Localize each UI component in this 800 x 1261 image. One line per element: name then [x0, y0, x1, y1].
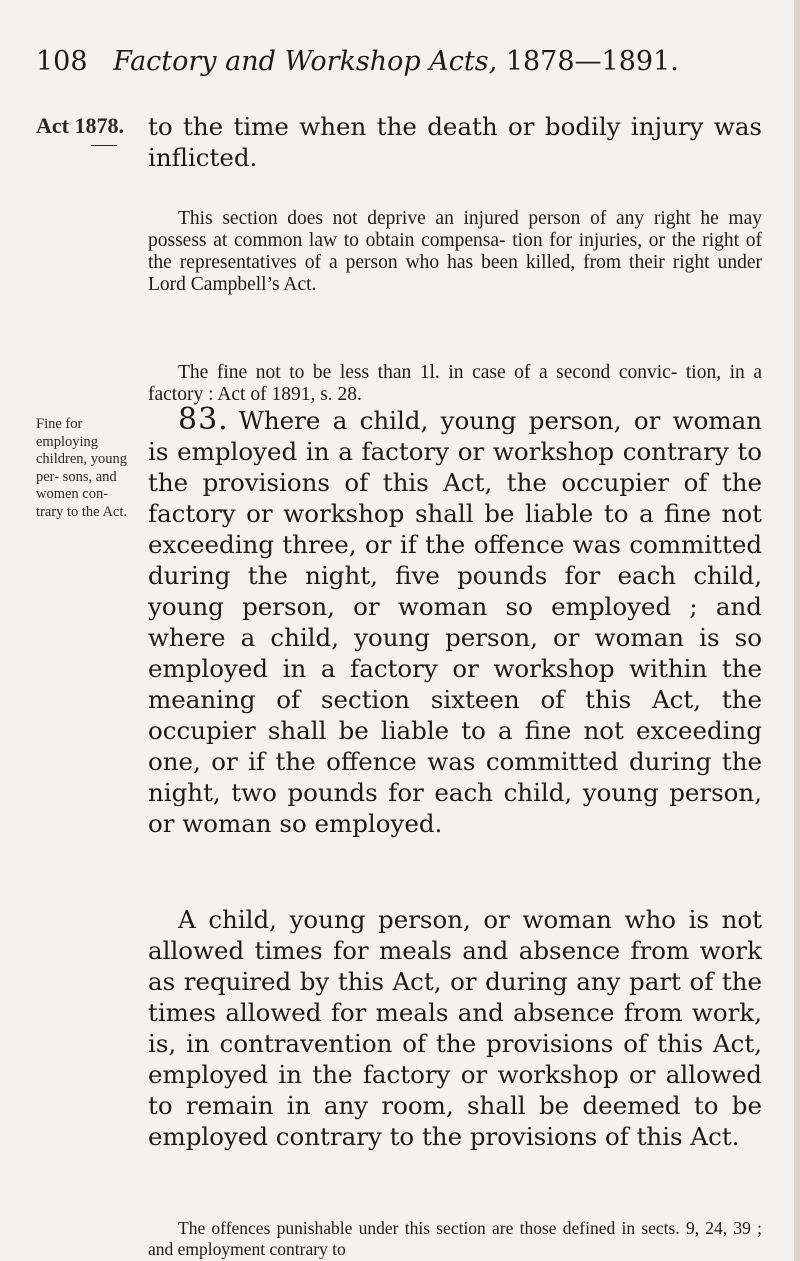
annotation-note-1: This section does not deprive an injured person of any right he may possess at common law to obtain compensa- tion for injuries, or the right of the representatives of a person who has been killed, from their right under Lord Campbell’s Act. — [148, 208, 762, 295]
running-title-years: 1878—1891. — [505, 46, 679, 77]
margin-section-note: Fine for employing children, young per- sons, and women con- trary to the Act. — [36, 416, 128, 520]
margin-act-text: Act 1878. — [36, 113, 124, 138]
page-header — [36, 46, 756, 86]
section-83-text: Where a child, young person, or woman is employed in a factory or workshop contrary to the provisions of this Act, the occupier of the factory or workshop shall be liable to a fine not exceeding three, or if the offence was committed during the night, five pounds for each child, young person, or woman so employed ; and where a child, young person, or woman is so employed in a factory or workshop within the meaning of section sixteen of this Act, the occupier shall be liable to a fine not exceeding one, or if the offence was committed during the night, two pounds for each child, young person, or woman so employed. — [148, 406, 762, 838]
section-83 — [148, 404, 762, 839]
annotation-note-3: The offences punishable under this section are those defined in sects. 9, 24, 39 ; and employment contrary to — [148, 1218, 762, 1259]
running-title-text: Factory and Workshop Acts, — [113, 46, 498, 77]
section-83-paragraph-2: A child, young person, or woman who is not allowed times for meals and absence from work as required by this Act, or during any part of the times allowed for meals and absence from work, is, in contravention of the provisions of this Act, employed in the factory or workshop or allowed to remain in any room, shall be deemed to be employed contrary to the provisions of this Act. — [148, 905, 762, 1151]
page-number: 108 — [36, 46, 88, 77]
margin-act-reference — [36, 113, 124, 139]
margin-act-underline — [91, 145, 117, 146]
section-number: 83. — [178, 402, 229, 437]
continuation-text: to the time when the death or bodily injury was inflicted. — [148, 112, 762, 172]
page-edge — [794, 0, 800, 1261]
running-title — [36, 46, 756, 77]
annotation-note-2: The fine not to be less than 1l. in case of a second convic- tion, in a factory : Act of 1891, s. 28. — [148, 362, 762, 405]
